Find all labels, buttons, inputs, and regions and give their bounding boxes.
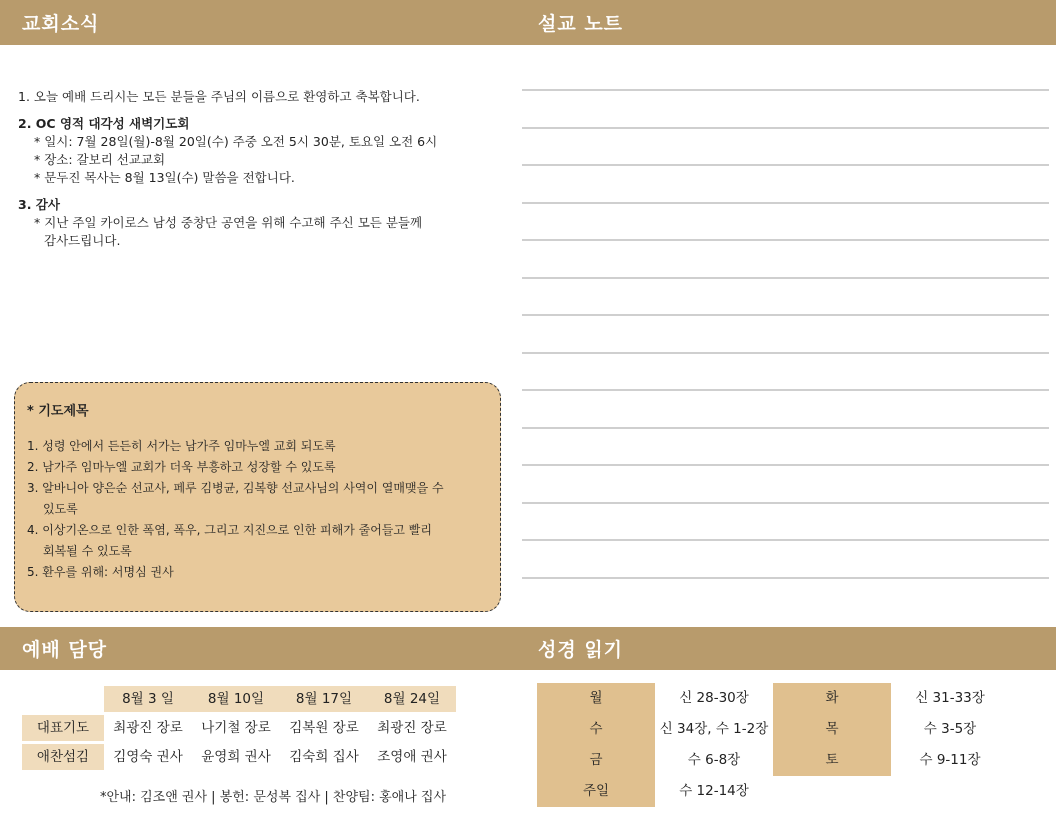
sermon-note-lines — [522, 89, 1049, 614]
news-item-2-line: * 일시: 7월 28일(월)-8월 20일(수) 주중 오전 5시 30분, 토요일 오전 6시 — [34, 134, 438, 149]
note-line — [522, 314, 1049, 316]
table-row — [22, 713, 456, 742]
prayer-item: 4. 이상기온으로 인한 폭염, 폭우, 그리고 지진으로 인한 피해가 줄어들고 빨리 — [27, 523, 432, 537]
table-row — [537, 776, 1009, 807]
note-line — [522, 389, 1049, 391]
table-row — [22, 742, 456, 771]
church-news-section — [18, 88, 498, 259]
name-cell: 윤영희 권사 — [201, 748, 271, 765]
prayer-item: 3. 알바니아 양은순 선교사, 페루 김병균, 김복향 선교사님의 사역이 열매맺을 수 — [27, 481, 444, 495]
note-line — [522, 464, 1049, 466]
news-item-3-title: 3. 감사 — [18, 197, 60, 212]
news-item-2 — [18, 115, 498, 187]
day-cell: 목 — [773, 714, 891, 745]
reading-cell: 수 3-5장 — [923, 721, 977, 737]
note-line — [522, 164, 1049, 166]
row-label: 애찬섬김 — [22, 744, 104, 770]
date-cell: 8월 10일 — [192, 686, 280, 712]
note-line — [522, 277, 1049, 279]
name-cell: 나기철 장로 — [201, 719, 271, 736]
church-news-header — [0, 0, 518, 45]
date-cell: 8월 17일 — [280, 686, 368, 712]
news-item-1: 1. 오늘 예배 드리시는 모든 분들을 주님의 이름으로 환영하고 축복합니다. — [18, 89, 420, 104]
note-line — [522, 427, 1049, 429]
news-item-2-title: 2. OC 영적 대각성 새벽기도회 — [18, 116, 190, 131]
name-cell: 김영숙 권사 — [113, 748, 183, 765]
service-notice: *안내: 김조앤 권사 | 봉헌: 문성복 집사 | 찬양팀: 홍애나 집사 — [100, 790, 446, 805]
day-cell: 화 — [773, 683, 891, 714]
bible-reading-table — [537, 683, 1009, 807]
note-line — [522, 127, 1049, 129]
sermon-notes-title: 설교 노트 — [538, 13, 624, 35]
service-duty-title: 예배 담당 — [22, 639, 108, 661]
note-line — [522, 539, 1049, 541]
table-row — [537, 683, 1009, 714]
reading-cell: 신 28-30장 — [679, 690, 749, 706]
date-cell: 8월 24일 — [368, 686, 456, 712]
reading-cell: 수 12-14장 — [679, 783, 749, 799]
prayer-item-cont: 있도록 — [43, 502, 78, 516]
table-row — [537, 745, 1009, 776]
name-cell: 김숙희 집사 — [289, 748, 359, 765]
prayer-item: 1. 성령 안에서 든든히 서가는 남가주 임마누엘 교회 되도록 — [27, 439, 336, 453]
day-cell: 주일 — [537, 776, 655, 807]
name-cell: 조영애 권사 — [377, 748, 447, 765]
news-item-2-line: * 장소: 갈보리 선교교회 — [34, 152, 166, 167]
service-duty-header — [0, 627, 518, 670]
reading-cell: 수 6-8장 — [687, 752, 741, 768]
note-line — [522, 239, 1049, 241]
prayer-item: 2. 남가주 임마누엘 교회가 더욱 부흥하고 성장할 수 있도록 — [27, 460, 336, 474]
prayer-title: * 기도제목 — [27, 404, 89, 419]
prayer-item: 5. 환우를 위해: 서명심 권사 — [27, 565, 174, 579]
day-cell: 금 — [537, 745, 655, 776]
note-line — [522, 577, 1049, 579]
note-line — [522, 352, 1049, 354]
bible-reading-title: 성경 읽기 — [538, 639, 624, 661]
reading-cell: 신 34장, 수 1-2장 — [659, 721, 769, 737]
table-header-row — [22, 684, 456, 713]
bible-reading-header — [518, 627, 1056, 670]
service-duty-table — [22, 684, 456, 771]
note-line — [522, 89, 1049, 91]
reading-cell: 신 31-33장 — [915, 690, 985, 706]
news-item-3 — [18, 196, 498, 250]
name-cell: 최광진 장로 — [377, 719, 447, 736]
news-item-3-line: 감사드립니다. — [44, 233, 121, 248]
prayer-requests-box — [14, 382, 501, 612]
name-cell: 최광진 장로 — [113, 719, 183, 736]
date-cell: 8월 3 일 — [104, 686, 192, 712]
reading-cell: 수 9-11장 — [919, 752, 981, 768]
church-news-title: 교회소식 — [22, 13, 100, 35]
news-item-3-line: * 지난 주일 카이로스 남성 중창단 공연을 위해 수고해 주신 모든 분들께 — [34, 215, 423, 230]
table-row — [537, 714, 1009, 745]
note-line — [522, 502, 1049, 504]
day-cell: 수 — [537, 714, 655, 745]
news-item-2-line: * 문두진 목사는 8월 13일(수) 말씀을 전합니다. — [34, 170, 295, 185]
note-line — [522, 202, 1049, 204]
name-cell: 김복원 장로 — [289, 719, 359, 736]
day-cell: 토 — [773, 745, 891, 776]
prayer-item-cont: 회복될 수 있도록 — [43, 544, 132, 558]
sermon-notes-header — [518, 0, 1056, 45]
day-cell: 월 — [537, 683, 655, 714]
row-label: 대표기도 — [22, 715, 104, 741]
